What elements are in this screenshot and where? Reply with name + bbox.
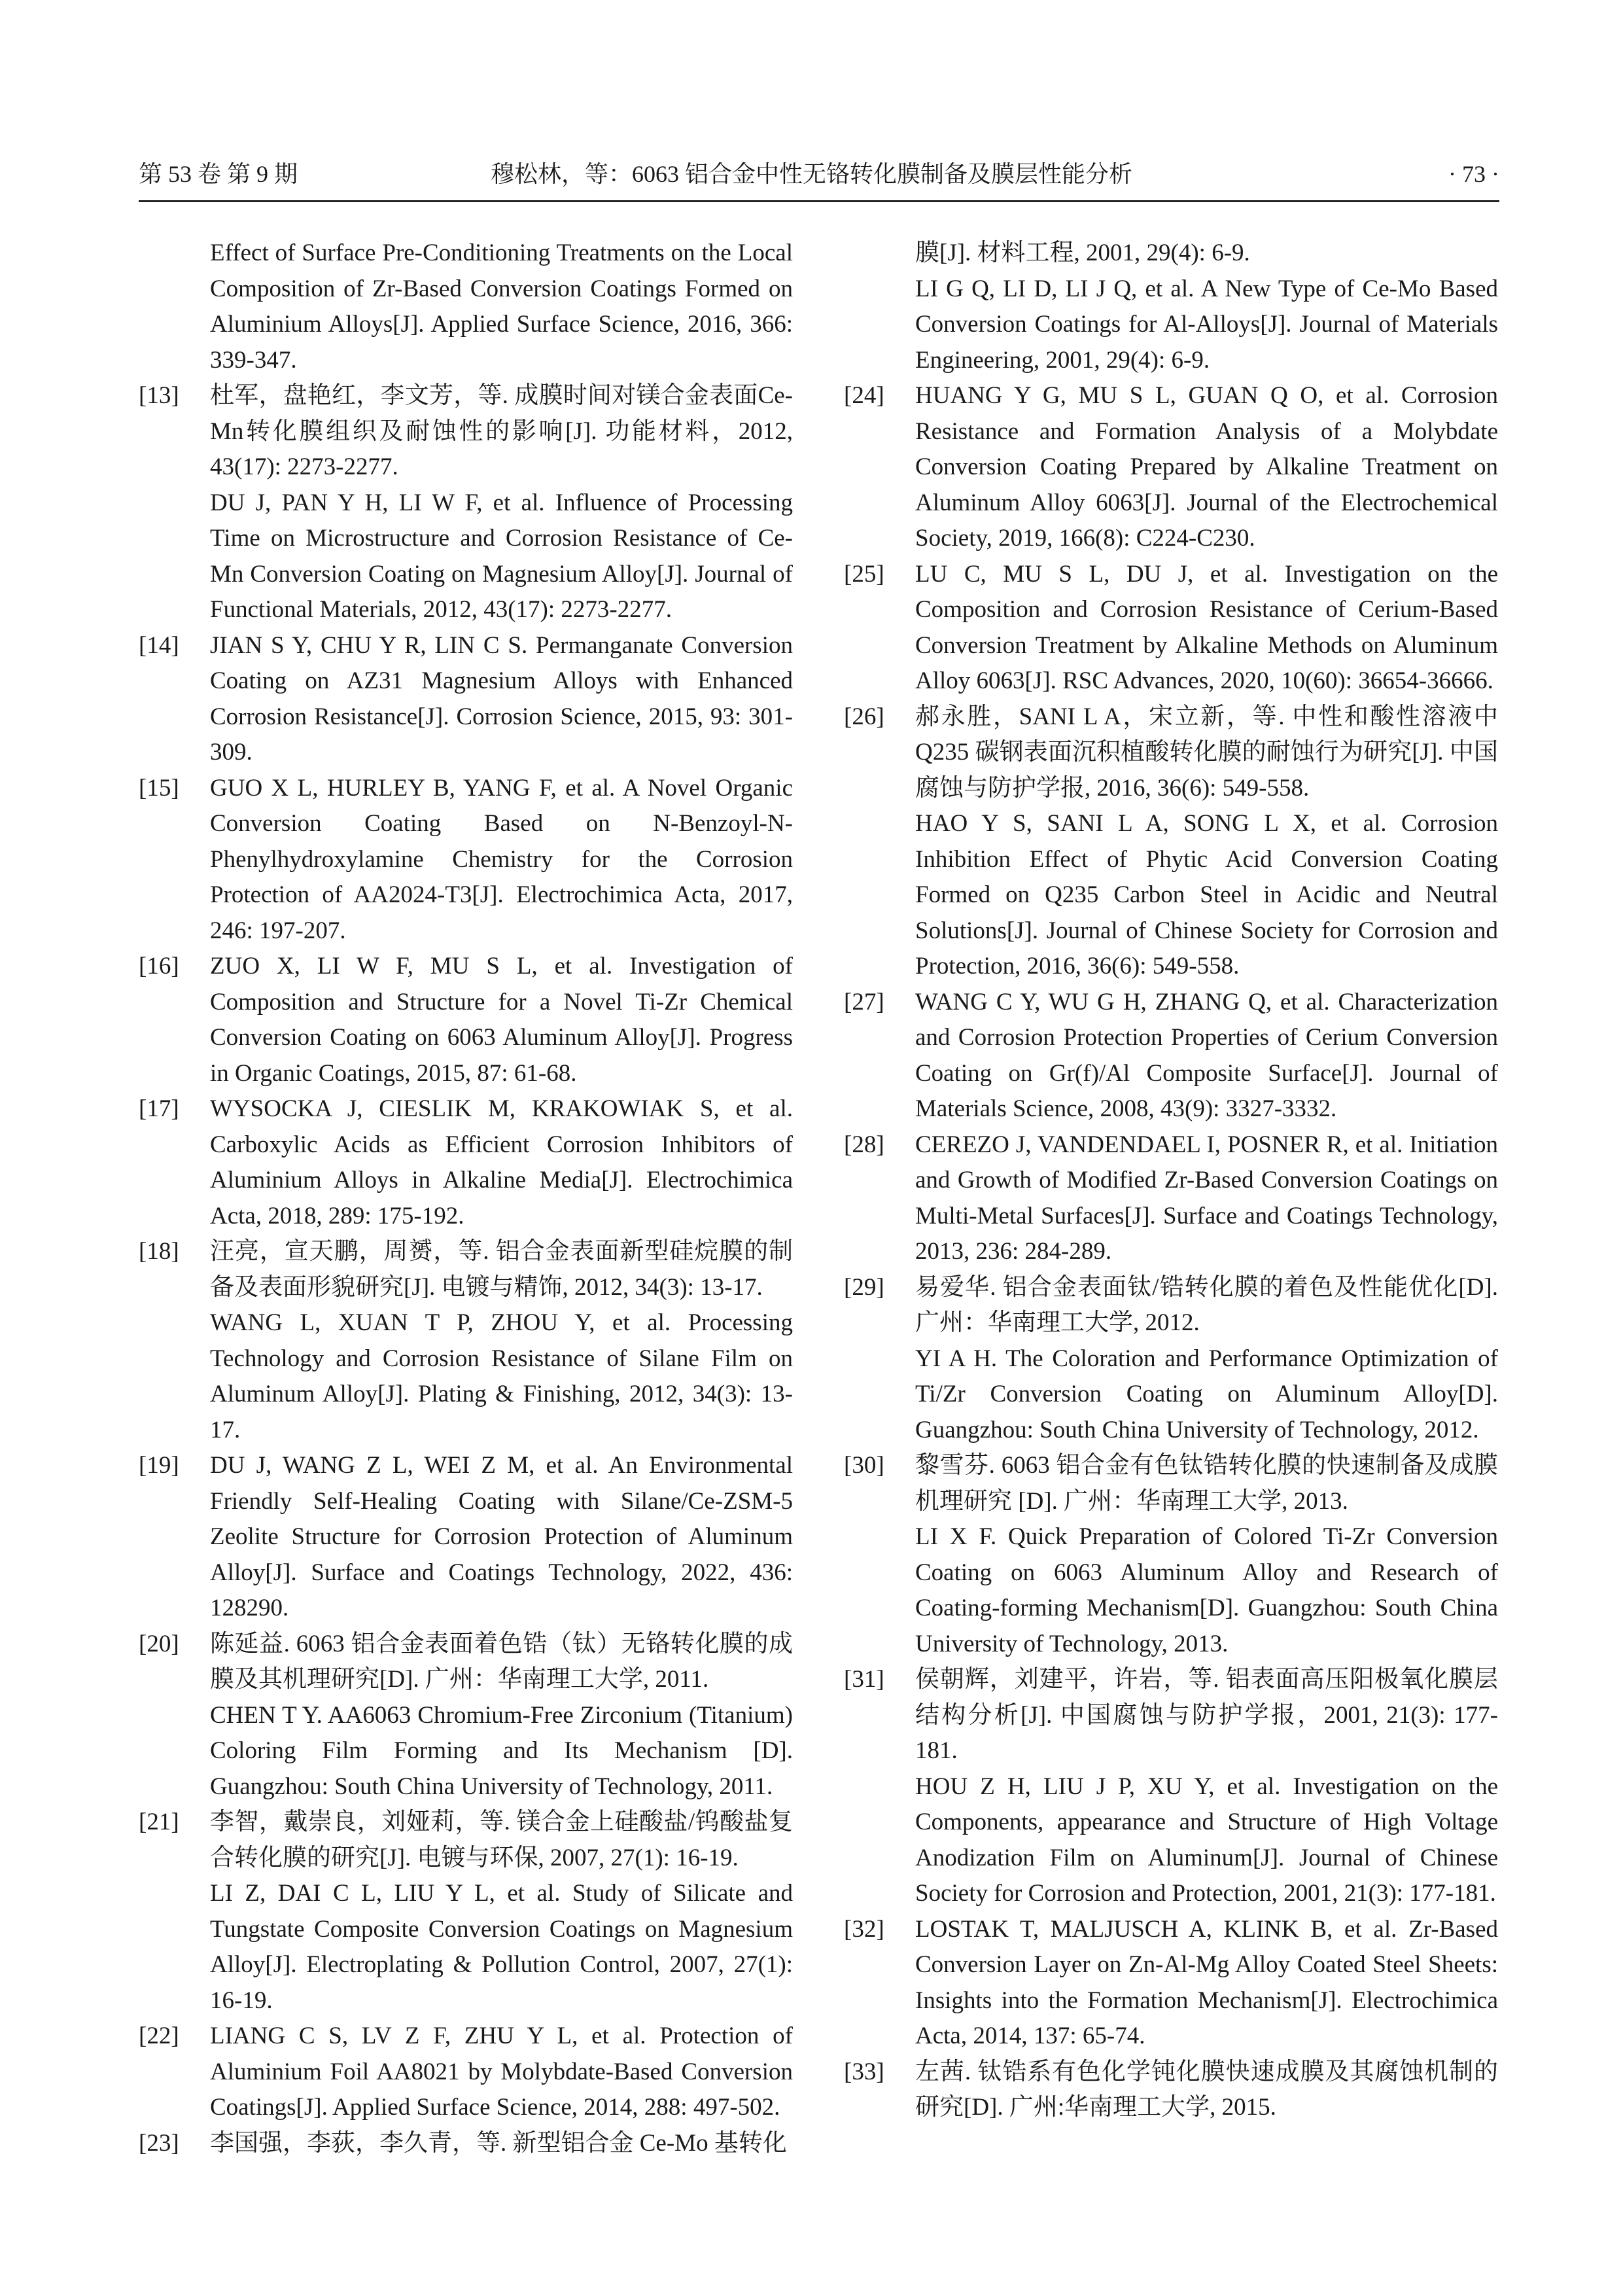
reference-text: 侯朝辉，刘建平，许岩，等. 铝表面高压阳极氧化膜层结构分析[J]. 中国腐蚀与防护学报，2001, 21(3): 177-181. xyxy=(915,1666,1498,1764)
reference-text: LIANG C S, LV Z F, ZHU Y L, et al. Protection of Aluminium Foil AA8021 by Molybdate-Based Conversion Coatings[J]. Applied Surface Science, 2014, 288: 497-502. xyxy=(210,2022,793,2121)
reference-number: [33] xyxy=(844,2058,884,2085)
reference-number: [17] xyxy=(139,1095,179,1122)
reference-text: LOSTAK T, MALJUSCH A, KLINK B, et al. Zr-Based Conversion Layer on Zn-Al-Mg Alloy Coated Steel Sheets: Insights into the Formation Mechanism[J]. Electrochimica Acta, 2014, 137: 65-74. xyxy=(915,1915,1498,2049)
reference-text: WYSOCKA J, CIESLIK M, KRAKOWIAK S, et al. Carboxylic Acids as Efficient Corrosion Inhibitors of Aluminium Alloys in Alkaline Media[J]. Electrochimica Acta, 2018, 289: 175-192. xyxy=(210,1095,793,1229)
running-header xyxy=(139,154,1499,194)
reference-item xyxy=(139,1091,793,1234)
reference-item xyxy=(844,378,1498,557)
reference-item xyxy=(139,1234,793,1448)
reference-text: 陈延益. 6063 铝合金表面着色锆（钛）无铬转化膜的成膜及其机理研究[D]. 广州：华南理工大学, 2011. xyxy=(210,1630,793,1693)
reference-number: [26] xyxy=(844,703,884,730)
reference-text-english: WANG L, XUAN T P, ZHOU Y, et al. Processing Technology and Corrosion Resistance of Silane Film on Aluminum Alloy[J]. Plating & Finishing, 2012, 34(3): 13-17. xyxy=(210,1309,793,1443)
reference-number: [24] xyxy=(844,382,884,409)
reference-number: [29] xyxy=(844,1273,884,1301)
reference-item xyxy=(844,557,1498,699)
reference-text-english: LI Z, DAI C L, LIU Y L, et al. Study of Silicate and Tungstate Composite Conversion Coatings on Magnesium Alloy[J]. Electroplating & Pollution Control, 2007, 27(1): 16-19. xyxy=(210,1880,793,2014)
reference-item xyxy=(139,1805,793,2019)
reference-item xyxy=(139,1627,793,1805)
reference-item xyxy=(844,1912,1498,2055)
reference-number: [32] xyxy=(844,1915,884,1943)
left-column xyxy=(139,236,793,2161)
reference-list-left xyxy=(139,378,793,2161)
reference-text-english: LI G Q, LI D, LI J Q, et al. A New Type of Ce-Mo Based Conversion Coatings for Al-Alloys[J]. Journal of Materials Engineering, 2001, 29(4): 6-9. xyxy=(915,275,1498,374)
reference-list-right xyxy=(844,378,1498,2126)
reference-number: [15] xyxy=(139,774,179,802)
reference-text: DU J, WANG Z L, WEI Z M, et al. An Environmental Friendly Self-Healing Coating with Silane/Ce-ZSM-5 Zeolite Structure for Corrosion Protection of Aluminum Alloy[J]. Surface and Coatings Technology, 2022, 436: 128290. xyxy=(210,1452,793,1621)
reference-text: 黎雪芬. 6063 铝合金有色钛锆转化膜的快速制备及成膜机理研究 [D]. 广州：华南理工大学, 2013. xyxy=(915,1452,1498,1515)
reference-item xyxy=(139,1448,793,1627)
reference-item xyxy=(844,2055,1498,2126)
reference-continuation xyxy=(139,236,793,378)
reference-number: [18] xyxy=(139,1238,179,1265)
reference-text-english: HAO Y S, SANI L A, SONG L X, et al. Corrosion Inhibition Effect of Phytic Acid Conversion Coating Formed on Q235 Carbon Steel in Acidic and Neutral Solutions[J]. Journal of Chinese Society for Corrosion and Protection, 2016, 36(6): 549-558. xyxy=(915,810,1498,980)
reference-item xyxy=(844,1127,1498,1270)
reference-text: HUANG Y G, MU S L, GUAN Q O, et al. Corrosion Resistance and Formation Analysis of a Molybdate Conversion Coating Prepared by Alkaline Treatment on Aluminum Alloy 6063[J]. Journal of the Electrochemical Society, 2019, 166(8): C224-C230. xyxy=(915,382,1498,552)
reference-item xyxy=(139,2019,793,2126)
reference-number: [28] xyxy=(844,1131,884,1158)
header-rule xyxy=(139,200,1499,202)
reference-number: [25] xyxy=(844,560,884,588)
reference-text: 左茜. 钛锆系有色化学钝化膜快速成膜及其腐蚀机制的研究[D]. 广州:华南理工大学, 2015. xyxy=(915,2058,1498,2121)
reference-number: [13] xyxy=(139,382,179,409)
reference-item xyxy=(844,1662,1498,1912)
reference-text: 郝永胜，SANI L A，宋立新，等. 中性和酸性溶液中Q235 碳钢表面沉积植酸转化膜的耐蚀行为研究[J]. 中国腐蚀与防护学报, 2016, 36(6): 549-558. xyxy=(915,703,1498,802)
reference-number: [20] xyxy=(139,1630,179,1657)
running-title: 穆松林，等：6063 铝合金中性无铬转化膜制备及膜层性能分析 xyxy=(491,161,1133,187)
reference-number: [19] xyxy=(139,1452,179,1479)
reference-text: 李国强，李荻，李久青，等. 新型铝合金 Ce-Mo 基转化 xyxy=(210,2129,787,2157)
reference-number: [21] xyxy=(139,1809,179,1835)
reference-item xyxy=(139,378,793,628)
reference-text: 膜[J]. 材料工程, 2001, 29(4): 6-9. xyxy=(915,239,1250,266)
reference-item xyxy=(844,985,1498,1127)
reference-text: ZUO X, LI W F, MU S L, et al. Investigation of Composition and Structure for a Novel Ti-Zr Chemical Conversion Coating on 6063 Aluminum Alloy[J]. Progress in Organic Coatings, 2015, 87: 61-68. xyxy=(210,953,793,1087)
reference-text: WANG C Y, WU G H, ZHANG Q, et al. Characterization and Corrosion Protection Properties of Cerium Conversion Coating on Gr(f)/Al Composite Surface[J]. Journal of Materials Science, 2008, 43(9): 3327-3332. xyxy=(915,988,1498,1122)
reference-number: [27] xyxy=(844,988,884,1016)
reference-item xyxy=(844,1270,1498,1449)
reference-text-english: LI X F. Quick Preparation of Colored Ti-Zr Conversion Coating on 6063 Aluminum Alloy and Research of Coating-forming Mechanism[D]. Guangzhou: South China University of Technology, 2013. xyxy=(915,1523,1498,1657)
right-column xyxy=(844,236,1498,2126)
reference-number: [14] xyxy=(139,631,179,659)
reference-item xyxy=(844,1448,1498,1662)
reference-item xyxy=(139,2126,793,2162)
reference-text: GUO X L, HURLEY B, YANG F, et al. A Novel Organic Conversion Coating Based on N-Benzoyl-N-Phenylhydroxylamine Chemistry for the Corrosion Protection of AA2024-T3[J]. Electrochimica Acta, 2017, 246: 197-207. xyxy=(210,774,793,944)
page-number: · 73 · xyxy=(1448,161,1499,187)
reference-text: LU C, MU S L, DU J, et al. Investigation on the Composition and Corrosion Resistance of Cerium-Based Conversion Treatment by Alkaline Methods on Aluminum Alloy 6063[J]. RSC Advances, 2020, 10(60): 36654-36666. xyxy=(915,560,1498,694)
reference-text-english: DU J, PAN Y H, LI W F, et al. Influence of Processing Time on Microstructure and Corrosion Resistance of Ce-Mn Conversion Coating on Magnesium Alloy[J]. Journal of Functional Materials, 2012, 43(17): 2273-2277. xyxy=(210,489,793,623)
reference-text: 李智，戴崇良，刘娅莉，等. 镁合金上硅酸盐/钨酸盐复合转化膜的研究[J]. 电镀与环保, 2007, 27(1): 16-19. xyxy=(210,1809,793,1871)
reference-text: Effect of Surface Pre-Conditioning Treatments on the Local Composition of Zr-Based Conversion Coatings Formed on Aluminium Alloys[J]. Applied Surface Science, 2016, 366: 339-347. xyxy=(210,239,793,374)
reference-item xyxy=(139,949,793,1091)
reference-continuation xyxy=(844,236,1498,378)
reference-number: [16] xyxy=(139,953,179,980)
reference-number: [22] xyxy=(139,2022,179,2049)
reference-text: 汪亮，宣天鹏，周赟，等. 铝合金表面新型硅烷膜的制备及表面形貌研究[J]. 电镀与精饰, 2012, 34(3): 13-17. xyxy=(210,1238,793,1301)
reference-text-english: YI A H. The Coloration and Performance Optimization of Ti/Zr Conversion Coating on Aluminum Alloy[D]. Guangzhou: South China University of Technology, 2012. xyxy=(915,1345,1498,1443)
reference-text: 易爱华. 铝合金表面钛/锆转化膜的着色及性能优化[D]. 广州：华南理工大学, 2012. xyxy=(915,1273,1498,1336)
reference-text: JIAN S Y, CHU Y R, LIN C S. Permanganate Conversion Coating on AZ31 Magnesium Alloys with Enhanced Corrosion Resistance[J]. Corrosion Science, 2015, 93: 301-309. xyxy=(210,631,793,766)
reference-text: CEREZO J, VANDENDAEL I, POSNER R, et al. Initiation and Growth of Modified Zr-Based Conversion Coatings on Multi-Metal Surfaces[J]. Surface and Coatings Technology, 2013, 236: 284-289. xyxy=(915,1131,1498,1265)
reference-number: [31] xyxy=(844,1666,884,1693)
reference-number: [23] xyxy=(139,2129,179,2157)
reference-text-english: HOU Z H, LIU J P, XU Y, et al. Investigation on the Components, appearance and Structure of High Voltage Anodization Film on Aluminum[J]. Journal of Chinese Society for Corrosion and Protection, 2001, 21(3): 177-181. xyxy=(915,1773,1498,1907)
journal-volume-issue: 第 53 卷 第 9 期 xyxy=(139,161,298,187)
reference-item xyxy=(844,699,1498,985)
reference-text: 杜军，盘艳红，李文芳，等. 成膜时间对镁合金表面Ce-Mn转化膜组织及耐蚀性的影响[J]. 功能材料，2012, 43(17): 2273-2277. xyxy=(210,382,793,480)
reference-item xyxy=(139,771,793,949)
reference-item xyxy=(139,628,793,771)
reference-number: [30] xyxy=(844,1452,884,1479)
reference-text-english: CHEN T Y. AA6063 Chromium-Free Zirconium (Titanium) Coloring Film Forming and Its Mechanism [D]. Guangzhou: South China University of Technology, 2011. xyxy=(210,1701,793,1800)
